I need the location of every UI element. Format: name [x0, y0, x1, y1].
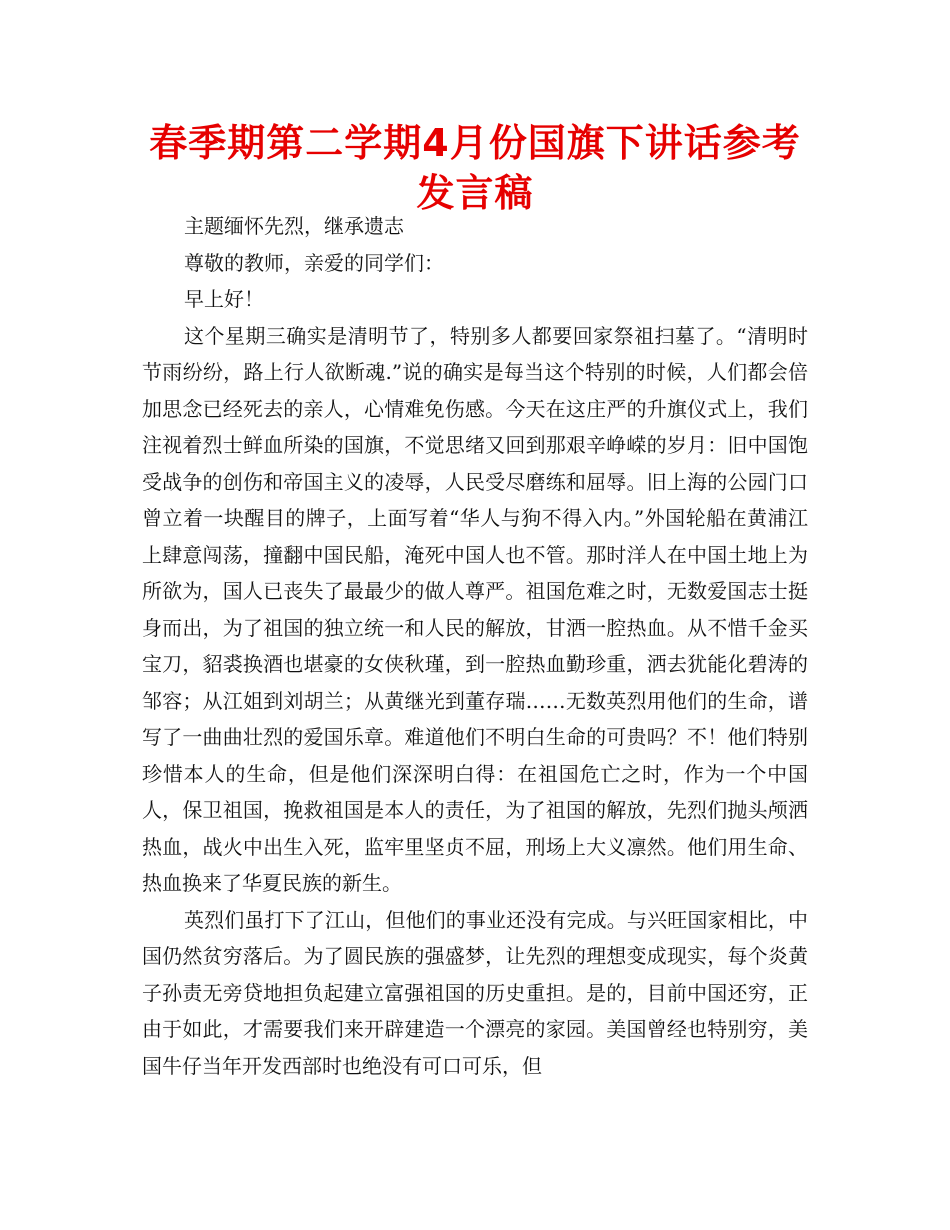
document-title: 春季期第二学期4月份国旗下讲话参考发言稿 — [149, 121, 801, 215]
theme-line: 主题缅怀先烈，继承遗志 — [184, 214, 404, 238]
document-body — [142, 208, 808, 1084]
salutation: 尊敬的教师，亲爱的同学们： — [184, 250, 444, 275]
greeting: 早上好！ — [184, 287, 264, 311]
body-paragraph: 这个星期三确实是清明节了，特别多人都要回家祭祖扫墓了。“清明时节雨纷纷，路上行人欲断魂.”说的确实是每当这个特别的时候，人们都会倍加思念已经死去的亲人，心情难免伤感。今天在这庄严的升旗仪式上，我们注视着烈士鲜血所染的国旗，不觉思绪又回到那艰辛峥嵘的岁月：旧中国饱受战争的创伤和帝国主义的凌辱，人民受尽磨练和屈辱。旧上海的公园门口曾立着一块醒目的牌子，上面写着“华人与狗不得入内。”外国轮船在黄浦江上肆意闯荡，撞翻中国民船，淹死中国人也不管。那时洋人在中国土地上为所欲为，国人已丧失了最最少的做人尊严。祖国危难之时，无数爱国志士挺身而出，为了祖国的独立统一和人民的解放，甘洒一腔热血。从不惜千金买宝刀，貂裘换酒也堪豪的女侠秋瑾，到一腔热血勤珍重，洒去犹能化碧涛的邹容；从江姐到刘胡兰；从黄继光到董存瑞……无数英烈用他们的生命，谱写了一曲曲壮烈的爱国乐章。难道他们不明白生命的可贵吗？不！他们特别珍惜本人的生命，但是他们深深明白得：在祖国危亡之时，作为一个中国人，保卫祖国，挽救祖国是本人的责任，为了祖国的解放，先烈们抛头颅洒热血，战火中出生入死，监牢里坚贞不屈，刑场上大义凛然。他们用生命、热血换来了华夏民族的新生。 — [142, 323, 808, 895]
body-paragraph: 英烈们虽打下了江山，但他们的事业还没有完成。与兴旺国家相比，中国仍然贫穷落后。为了圆民族的强盛梦，让先烈的理想变成现实，每个炎黄子孙责无旁贷地担负起建立富强祖国的历史重担。是的，目前中国还穷，正由于如此，才需要我们来开辟建造一个漂亮的家园。美国曾经也特别穷，美国牛仔当年开发西部时也绝没有可口可乐，但 — [142, 907, 808, 1078]
